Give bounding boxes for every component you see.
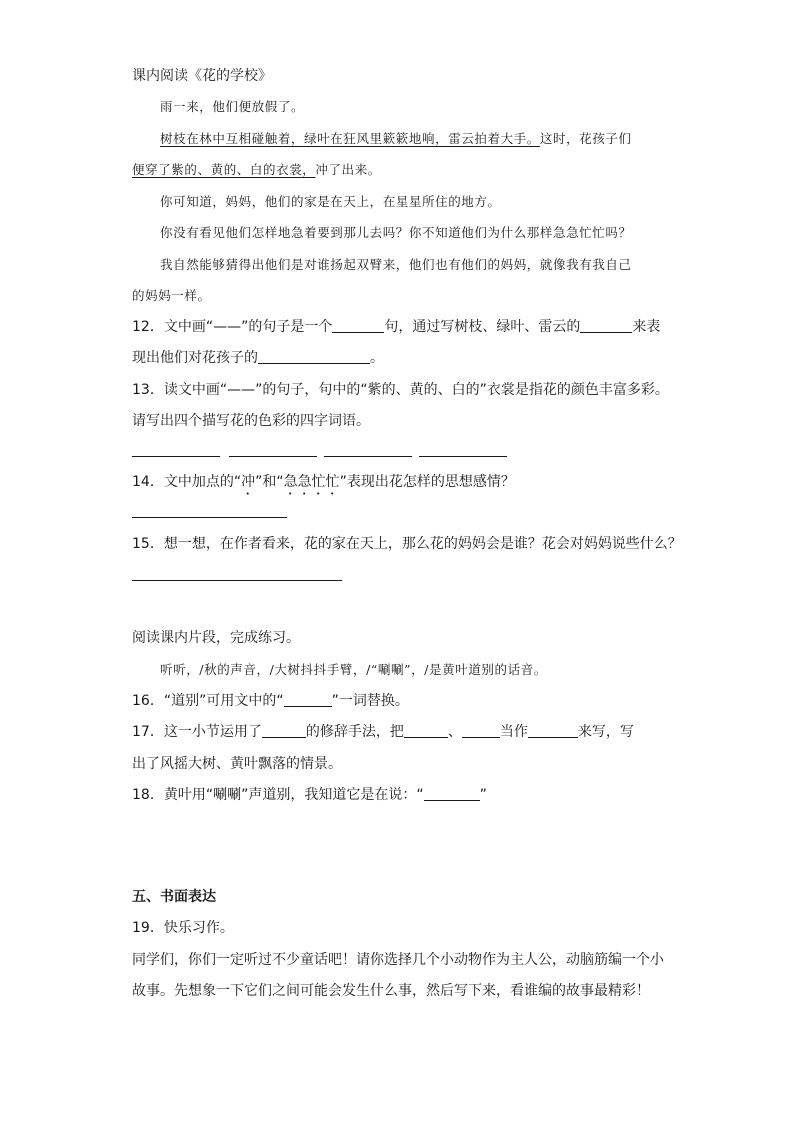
question-18-text-b: ” xyxy=(479,787,487,803)
question-17-text-a: 17．这一小节运用了 xyxy=(132,724,262,740)
passage1-para-3: 你可知道，妈妈，他们的家是在天上，在星星所住的地方。 xyxy=(160,194,501,209)
underlined-sentence-part-2: 便穿了紫的、黄的、白的衣裳， xyxy=(132,162,316,177)
question-19-prompt-line-2: 故事。先想象一下它们之间可能会发生什么事，然后写下来，看谁编的故事最精彩！ xyxy=(132,983,650,999)
section-5-heading: 五、书面表达 xyxy=(132,889,216,905)
passage1-para-2-tail: 这时，花孩子们 xyxy=(539,131,632,146)
question-13-line-2: 请写出四个描写花的色彩的四字词语。 xyxy=(132,413,370,429)
question-16-text-b: ”一词替换。 xyxy=(331,693,409,709)
passage1-title: 课内阅读《花的学校》 xyxy=(132,68,272,84)
question-12-text-b: 句，通过写树枝、绿叶、雷云的 xyxy=(384,319,581,335)
question-16-text-a: 16．“道别”可用文中的“ xyxy=(132,693,284,709)
answer-line-13-1[interactable] xyxy=(132,456,220,457)
question-12-line-1 xyxy=(132,317,660,337)
dotted-word-jijimangmang: 急急忙忙 xyxy=(283,474,340,490)
question-14-text-mid: ”和“ xyxy=(255,474,284,490)
answer-line-13-2[interactable] xyxy=(229,456,317,457)
question-17-text-d: 当作 xyxy=(499,724,528,740)
passage1-para-2-end: 冲了出来。 xyxy=(315,162,381,177)
answer-line-15[interactable] xyxy=(132,580,342,581)
answer-blank-17d[interactable] xyxy=(528,723,578,738)
question-19-prompt-line-1: 同学们，你们一定听过不少童话吧！请你选择几个小动物作为主人公，动脑筋编一个小 xyxy=(132,952,664,968)
question-12-line-2 xyxy=(132,348,384,368)
question-15: 15．想一想，在作者看来，花的家在天上，那么花的妈妈会是谁？花会对妈妈说些什么？ xyxy=(132,536,682,552)
question-12-text-d: 现出他们对花孩子的 xyxy=(132,350,258,366)
answer-blank-17c[interactable] xyxy=(462,723,500,738)
passage1-para-5-line-1: 我自然能够猜得出他们是对谁扬起双臂来，他们也有他们的妈妈，就像我有我自己 xyxy=(160,257,632,272)
answer-blank-12b[interactable] xyxy=(580,318,632,333)
question-14 xyxy=(132,472,515,498)
question-17-text-e: 来写，写 xyxy=(577,724,634,740)
passage1-para-4: 你没有看见他们怎样地急着要到那儿去吗？你不知道他们为什么那样急急忙忙吗？ xyxy=(160,225,632,240)
passage1-para-1: 雨一来，他们便放假了。 xyxy=(160,99,305,114)
answer-blank-17b[interactable] xyxy=(404,723,448,738)
answer-line-14[interactable] xyxy=(132,517,287,518)
question-17-line-1 xyxy=(132,722,634,742)
answer-line-13-4[interactable] xyxy=(419,456,507,457)
passage2-text: 听听，/秋的声音，/大树抖抖手臂，/“唰唰”，/是黄叶道别的话音。 xyxy=(160,662,547,677)
question-17-line-2: 出了风摇大树、黄叶飘落的情景。 xyxy=(132,756,342,772)
question-14-text-post: ”表现出花怎样的思想感情？ xyxy=(339,474,515,490)
answer-blank-12a[interactable] xyxy=(332,318,384,333)
answer-blank-12c[interactable] xyxy=(258,349,370,364)
dotted-word-chong: 冲 xyxy=(241,474,256,490)
underlined-sentence-part-1: 树枝在林中互相碰触着，绿叶在狂风里簌簌地响，雷云拍着大手。 xyxy=(160,131,540,146)
question-18 xyxy=(132,785,487,805)
answer-blank-17a[interactable] xyxy=(262,723,306,738)
passage1-para-2-line-1 xyxy=(160,129,632,149)
question-17-text-c: 、 xyxy=(447,724,462,740)
answer-blank-18[interactable] xyxy=(424,786,480,801)
passage2-title: 阅读课内片段，完成练习。 xyxy=(132,630,300,646)
passage1-para-5-line-2: 的妈妈一样。 xyxy=(132,288,211,303)
question-12-text-a: 12．文中画“——”的句子是一个 xyxy=(132,319,333,335)
question-14-text-pre: 14．文中加点的“ xyxy=(132,474,242,490)
answer-blank-16[interactable] xyxy=(284,692,332,707)
question-12-text-e: 。 xyxy=(370,350,384,366)
question-12-text-c: 来表 xyxy=(632,319,661,335)
question-18-text-a: 18．黄叶用“唰唰”声道别，我知道它是在说：“ xyxy=(132,787,424,803)
question-19-title: 19．快乐习作。 xyxy=(132,920,234,936)
question-17-text-b: 的修辞手法，把 xyxy=(305,724,404,740)
question-16 xyxy=(132,691,409,711)
passage1-para-2-line-2 xyxy=(132,160,381,180)
question-13-line-1: 13．读文中画“——”的句子，句中的“紫的、黄的、白的”衣裳是指花的颜色丰富多彩。 xyxy=(132,382,669,398)
answer-line-13-3[interactable] xyxy=(324,456,412,457)
